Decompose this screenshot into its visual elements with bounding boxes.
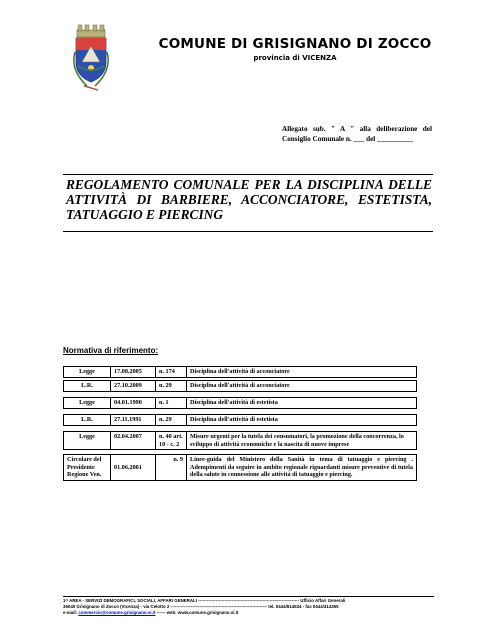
row-date: 02.04.2007 (111, 432, 156, 450)
row-description: Disciplina dell'attività di acconciatore (187, 367, 417, 378)
row-type: L.R. (64, 381, 111, 392)
footer (63, 596, 434, 617)
allegato-line-2: Consiglio Comunale n. ___ del __________ (282, 135, 413, 143)
table-row (64, 367, 417, 378)
table-row (64, 381, 417, 392)
row-number: n. 29 (156, 415, 187, 426)
row-description: Disciplina dell'attività di estetista (187, 415, 417, 426)
table-row (64, 398, 417, 409)
footer-line-3 (63, 610, 434, 616)
row-type: Circolare del Presidente Regione Ven. (64, 455, 111, 481)
allegato-note (282, 124, 432, 144)
row-description: Misure urgenti per la tutela dei consumatori, la promozione della concorrenza, lo sviluppo di attività economiche e la nascita di nuove imprese (187, 432, 417, 450)
row-date: 17.08.2005 (111, 367, 156, 378)
document-title: REGOLAMENTO COMUNALE PER LA DISCIPLINA DELLE ATTIVITÀ DI BARBIERE, ACCONCIATORE, ESTETISTA, TATUAGGIO E PIERCING (66, 177, 432, 223)
row-number: n. 9 (156, 455, 187, 481)
footer-email-label: e-mail: (63, 610, 79, 616)
footer-line-1: 1^ AREA - SERVIZI DEMOGRAFICI, SOCIALI, AFFARI GENERALI --------------------------------------------------------------------- Ufficio Affari Generali (63, 598, 346, 603)
normativa-heading: Normativa di riferimento: (63, 346, 159, 355)
table-row (64, 455, 417, 481)
table-row (64, 415, 417, 426)
regulation-table (63, 380, 417, 392)
row-description: Disciplina dell'attività di estetista (187, 398, 417, 409)
province-subtitle: provincia di VICENZA (253, 54, 337, 62)
regulation-table (63, 366, 417, 378)
regulation-table (63, 454, 417, 481)
row-type: Legge (64, 367, 111, 378)
footer-line-2: 36040 Grisignano di Zocco (Vicenza) - via Celotto 2 ------------------------------------------------------------------ tel. 0444/614534 - fax 0444/414355 (63, 604, 339, 610)
row-type: Legge (64, 398, 111, 409)
row-date: 27.11.1991 (111, 415, 156, 426)
row-date: 04.01.1990 (111, 398, 156, 409)
row-number: n. 174 (156, 367, 187, 378)
row-type: L.R. (64, 415, 111, 426)
row-number: n. 40 art. 10 - c. 2 (156, 432, 187, 450)
town-title: COMUNE DI GRISIGNANO DI ZOCCO (158, 36, 432, 52)
regulation-table (63, 397, 417, 409)
coat-of-arms-icon (70, 22, 112, 92)
footer-web: ------ web: www.comune.grisignano.vi.it (155, 610, 239, 616)
row-description: Disciplina dell'attività di acconciatore (187, 381, 417, 392)
regulation-table (63, 414, 417, 426)
regulation-table (63, 431, 417, 450)
row-description: Linee-guida del Ministero della Sanità in tema di tatuaggio e piercing . Adempimenti da seguire in ambito regionale riguardanti misure preventive di tutela della salute in connessione alle attività di tatuaggio e piercing. (187, 455, 417, 481)
row-type: Legge (64, 432, 111, 450)
table-row (64, 432, 417, 450)
row-number: n. 1 (156, 398, 187, 409)
row-number: n. 29 (156, 381, 187, 392)
footer-email-link[interactable]: commercio@comune.grisignano.vi.it (78, 610, 156, 616)
row-date: 01.06.2001 (111, 455, 156, 481)
row-date: 27.10.2009 (111, 381, 156, 392)
allegato-line-1: Allegato sub. " A " alla deliberazione del (282, 125, 432, 133)
